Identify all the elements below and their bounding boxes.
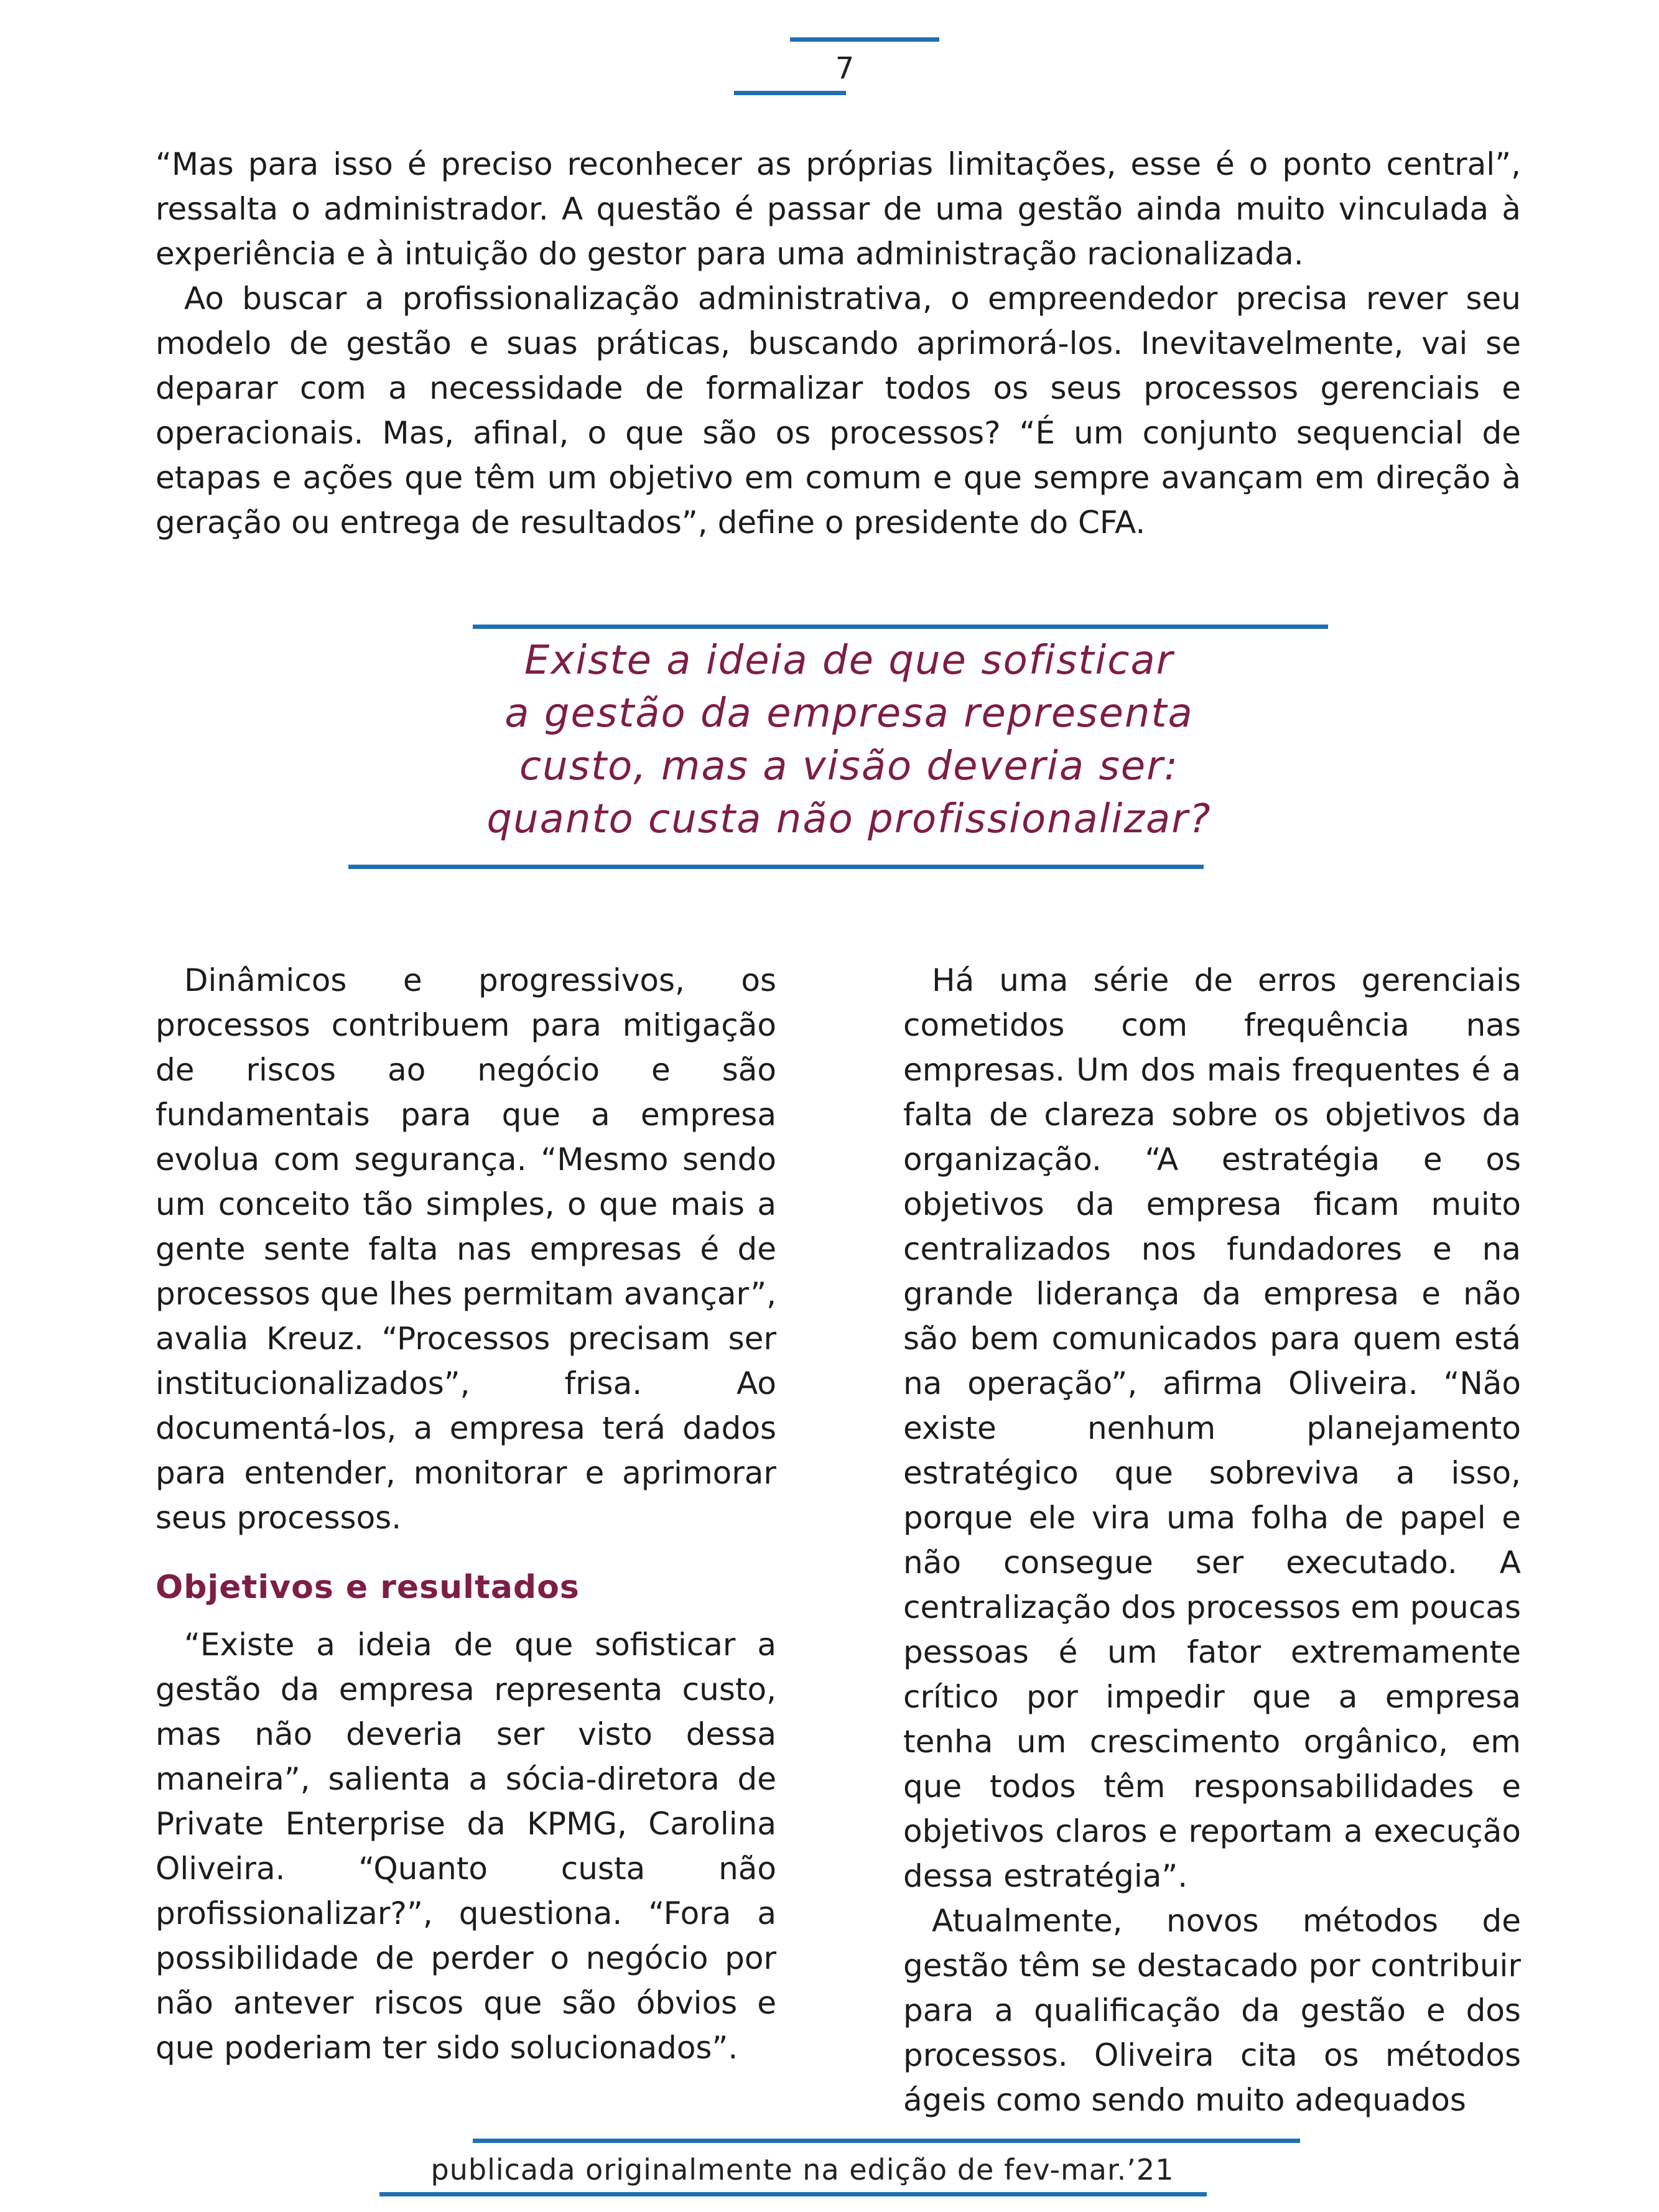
pull-quote <box>336 634 1362 846</box>
body-paragraph: Dinâmicos e progressivos, os processos contribuem para mitigação de riscos ao negócio e são fundamentais para que a empresa evolua com segurança. “Mesmo sendo um conceito tão simples, o que mais a gente sente falta nas empresas é de processos que lhes permitam avançar”, avalia Kreuz. “Processos precisam ser institucionalizados”, frisa. Ao documentá-los, a empresa terá dados para entender, monitorar e aprimorar seus processos. <box>156 962 776 1536</box>
section-subheading: Objetivos e resultados <box>156 1569 580 1606</box>
footer-caption: publicada originalmente na edição de fev-mar.’21 <box>430 2153 1174 2186</box>
intro-paragraph: Ao buscar a profissionalização administrativa, o empreendedor precisa rever seu modelo de gestão e suas práticas, buscando aprimorá-los. Inevitavelmente, vai se deparar com a necessidade de formalizar todos os seus processos gerenciais e operacionais. Mas, afinal, o que são os processos? “É um conjunto sequencial de etapas e ações que têm um objetivo em comum e que sempre avançam em direção à geração ou entrega de resultados”, define o presidente do CFA. <box>156 281 1521 541</box>
pull-quote-line: custo, mas a visão deveria ser: <box>519 743 1179 789</box>
body-paragraph: Há uma série de erros gerenciais cometidos com frequência nas empresas. Um dos mais frequentes é a falta de clareza sobre os objetivos da organização. “A estratégia e os objetivos da empresa ficam muito centralizados nos fundadores e na grande liderança da empresa e não são bem comunicados para quem está na operação”, afirma Oliveira. “Não existe nenhum planejamento estratégico que sobreviva a isso, porque ele vira uma folha de papel e não consegue ser executado. A centralização dos processos em poucas pessoas é um fator extremamente crítico por impedir que a empresa tenha um crescimento orgânico, em que todos têm responsabilidades e objetivos claros e reportam a execução dessa estratégia”. <box>903 962 1521 1894</box>
pull-quote-line: Existe a ideia de que sofisticar <box>524 638 1174 684</box>
pull-quote-line: quanto custa não profissionalizar? <box>486 796 1212 842</box>
right-column <box>903 958 1521 2122</box>
body-paragraph: “Existe a ideia de que sofisticar a gestão da empresa representa custo, mas não deveria ser visto dessa maneira”, salienta a sócia-diretora de Private Enterprise da KPMG, Carolina Oliveira. “Quanto custa não profissionalizar?”, questiona. “Fora a possibilidade de perder o negócio por não antever riscos que são óbvios e que poderiam ter sido solucionados”. <box>156 1627 776 2066</box>
intro-paragraph: “Mas para isso é preciso reconhecer as próprias limitações, esse é o ponto central”, ressalta o administrador. A questão é passar de uma gestão ainda muito vinculada à experiência e à intuição do gestor para uma administração racionalizada. <box>156 146 1521 272</box>
page-number-top-rule <box>790 37 939 42</box>
footer-bottom-rule <box>379 2192 1207 2196</box>
left-column <box>156 958 776 2070</box>
page-number-bottom-rule <box>734 91 846 95</box>
intro-text <box>156 142 1521 545</box>
pull-quote-bottom-rule <box>348 865 1204 869</box>
pull-quote-top-rule <box>473 625 1328 629</box>
page-number: 7 <box>835 51 855 86</box>
body-paragraph: Atualmente, novos métodos de gestão têm se destacado por contribuir para a qualificação da gestão e dos processos. Oliveira cita os métodos ágeis como sendo muito adequados <box>903 1903 1521 2118</box>
pull-quote-line: a gestão da empresa representa <box>504 690 1194 737</box>
footer-top-rule <box>473 2139 1300 2143</box>
